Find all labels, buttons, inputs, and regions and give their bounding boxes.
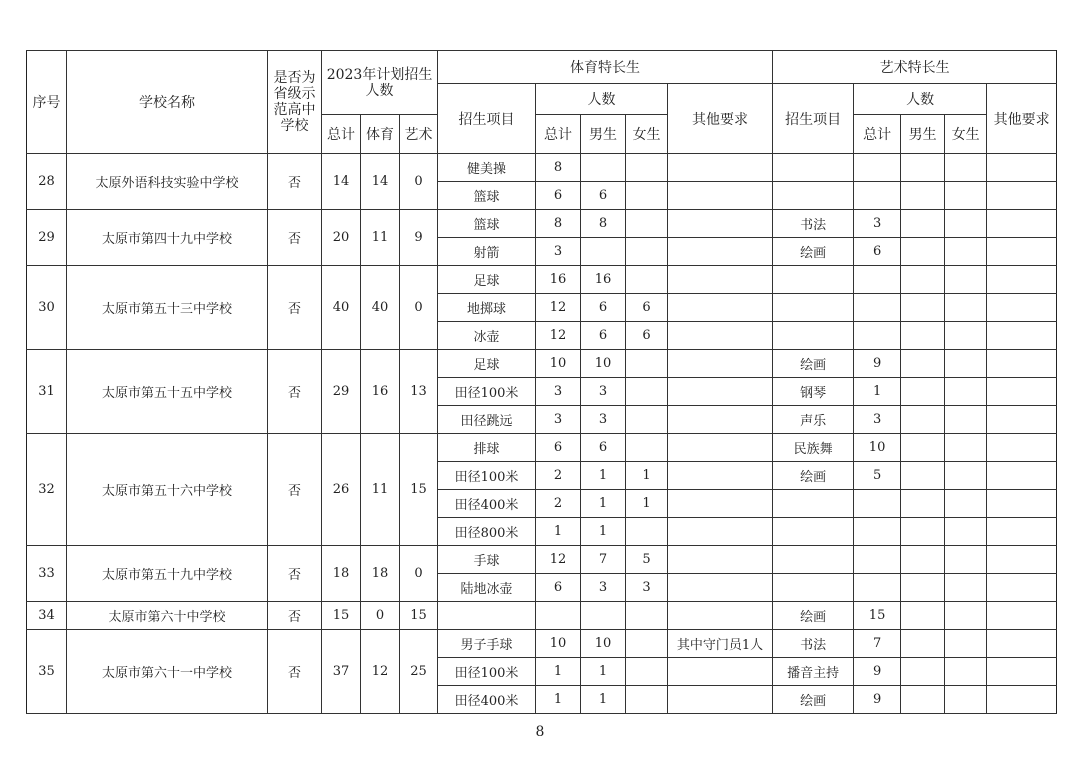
sports-female-cell	[626, 378, 668, 406]
arts-male-cell	[901, 406, 945, 434]
header-provincial: 是否为省级示范高中学校	[268, 51, 322, 154]
arts-male-cell	[901, 490, 945, 518]
sports-other-cell	[668, 210, 773, 238]
arts-other-cell	[987, 490, 1057, 518]
plan-total-cell: 18	[322, 546, 361, 602]
header-arts-group: 艺术特长生	[773, 51, 1057, 84]
seq-cell: 29	[27, 210, 67, 266]
provincial-cell: 否	[268, 154, 322, 210]
arts-female-cell	[945, 546, 987, 574]
sports-other-cell	[668, 154, 773, 182]
arts-total-cell	[854, 490, 901, 518]
arts-other-cell	[987, 378, 1057, 406]
sports-female-cell	[626, 406, 668, 434]
table-row	[27, 630, 1057, 658]
arts-male-cell	[901, 182, 945, 210]
sports-other-cell	[668, 322, 773, 350]
arts-male-cell	[901, 294, 945, 322]
arts-female-cell	[945, 658, 987, 686]
sports-female-cell	[626, 658, 668, 686]
sports-male-cell: 3	[581, 574, 626, 602]
sports-female-cell: 5	[626, 546, 668, 574]
arts-item-cell	[773, 294, 854, 322]
header-plan: 2023年计划招生人数	[322, 51, 438, 115]
sports-female-cell	[626, 602, 668, 630]
arts-female-cell	[945, 434, 987, 462]
enrollment-table	[26, 50, 1057, 714]
header-arts-female: 女生	[945, 115, 987, 154]
sports-male-cell: 3	[581, 378, 626, 406]
sports-item-cell: 男子手球	[438, 630, 536, 658]
provincial-cell: 否	[268, 210, 322, 266]
arts-item-cell: 书法	[773, 210, 854, 238]
arts-total-cell	[854, 574, 901, 602]
table-body	[27, 154, 1057, 714]
arts-other-cell	[987, 434, 1057, 462]
sports-male-cell: 10	[581, 350, 626, 378]
header-sports-total: 总计	[536, 115, 581, 154]
sports-item-cell: 冰壶	[438, 322, 536, 350]
arts-female-cell	[945, 462, 987, 490]
sports-female-cell: 6	[626, 322, 668, 350]
sports-male-cell: 1	[581, 686, 626, 714]
sports-male-cell: 1	[581, 658, 626, 686]
table-row	[27, 154, 1057, 182]
header-arts-total: 总计	[854, 115, 901, 154]
sports-female-cell	[626, 238, 668, 266]
arts-other-cell	[987, 462, 1057, 490]
sports-item-cell	[438, 602, 536, 630]
sports-total-cell: 12	[536, 322, 581, 350]
arts-female-cell	[945, 322, 987, 350]
arts-other-cell	[987, 574, 1057, 602]
plan-total-cell: 20	[322, 210, 361, 266]
sports-total-cell: 8	[536, 154, 581, 182]
arts-female-cell	[945, 182, 987, 210]
school-name-cell: 太原市第六十一中学校	[67, 630, 268, 714]
arts-total-cell: 3	[854, 210, 901, 238]
arts-female-cell	[945, 518, 987, 546]
sports-male-cell: 8	[581, 210, 626, 238]
sports-item-cell: 篮球	[438, 210, 536, 238]
header-sports-male: 男生	[581, 115, 626, 154]
arts-male-cell	[901, 546, 945, 574]
arts-item-cell: 声乐	[773, 406, 854, 434]
school-name-cell: 太原市第五十五中学校	[67, 350, 268, 434]
header-sports-group: 体育特长生	[438, 51, 773, 84]
sports-male-cell: 7	[581, 546, 626, 574]
plan-arts-cell: 15	[400, 434, 438, 546]
plan-total-cell: 40	[322, 266, 361, 350]
sports-item-cell: 田径跳远	[438, 406, 536, 434]
arts-total-cell	[854, 182, 901, 210]
arts-total-cell: 6	[854, 238, 901, 266]
header-sports-female: 女生	[626, 115, 668, 154]
sports-item-cell: 射箭	[438, 238, 536, 266]
sports-other-cell	[668, 406, 773, 434]
arts-female-cell	[945, 378, 987, 406]
sports-total-cell: 2	[536, 462, 581, 490]
arts-total-cell	[854, 546, 901, 574]
arts-other-cell	[987, 154, 1057, 182]
plan-sports-cell: 0	[361, 602, 400, 630]
header-sports-item: 招生项目	[438, 84, 536, 154]
arts-male-cell	[901, 630, 945, 658]
sports-other-cell	[668, 518, 773, 546]
arts-other-cell	[987, 546, 1057, 574]
sports-total-cell: 6	[536, 434, 581, 462]
header-arts-other: 其他要求	[987, 84, 1057, 154]
plan-sports-cell: 40	[361, 266, 400, 350]
arts-item-cell	[773, 266, 854, 294]
arts-male-cell	[901, 574, 945, 602]
arts-female-cell	[945, 630, 987, 658]
arts-male-cell	[901, 322, 945, 350]
header-arts-count: 人数	[854, 84, 987, 115]
table-row	[27, 434, 1057, 462]
provincial-cell: 否	[268, 434, 322, 546]
sports-female-cell	[626, 350, 668, 378]
sports-female-cell	[626, 518, 668, 546]
arts-item-cell	[773, 322, 854, 350]
sports-item-cell: 田径400米	[438, 490, 536, 518]
plan-arts-cell: 0	[400, 546, 438, 602]
arts-male-cell	[901, 686, 945, 714]
arts-male-cell	[901, 238, 945, 266]
header-plan-sports: 体育	[361, 115, 400, 154]
sports-total-cell: 16	[536, 266, 581, 294]
sports-male-cell: 6	[581, 322, 626, 350]
sports-other-cell	[668, 378, 773, 406]
sports-other-cell	[668, 602, 773, 630]
arts-other-cell	[987, 630, 1057, 658]
sports-male-cell: 6	[581, 434, 626, 462]
arts-male-cell	[901, 266, 945, 294]
sports-total-cell: 2	[536, 490, 581, 518]
seq-cell: 31	[27, 350, 67, 434]
table-row	[27, 210, 1057, 238]
arts-male-cell	[901, 434, 945, 462]
sports-item-cell: 田径100米	[438, 658, 536, 686]
sports-other-cell	[668, 182, 773, 210]
plan-sports-cell: 16	[361, 350, 400, 434]
arts-total-cell: 9	[854, 686, 901, 714]
sports-other-cell	[668, 574, 773, 602]
plan-total-cell: 15	[322, 602, 361, 630]
sports-other-cell	[668, 546, 773, 574]
arts-male-cell	[901, 210, 945, 238]
sports-total-cell: 3	[536, 238, 581, 266]
arts-other-cell	[987, 182, 1057, 210]
plan-arts-cell: 15	[400, 602, 438, 630]
school-name-cell: 太原市第四十九中学校	[67, 210, 268, 266]
arts-item-cell: 钢琴	[773, 378, 854, 406]
seq-cell: 34	[27, 602, 67, 630]
arts-total-cell	[854, 266, 901, 294]
header-arts-male: 男生	[901, 115, 945, 154]
school-name-cell: 太原市第五十九中学校	[67, 546, 268, 602]
provincial-cell: 否	[268, 630, 322, 714]
arts-other-cell	[987, 350, 1057, 378]
arts-item-cell: 绘画	[773, 238, 854, 266]
arts-total-cell	[854, 322, 901, 350]
plan-sports-cell: 12	[361, 630, 400, 714]
sports-total-cell: 1	[536, 686, 581, 714]
sports-item-cell: 手球	[438, 546, 536, 574]
arts-item-cell	[773, 154, 854, 182]
school-name-cell: 太原市第五十六中学校	[67, 434, 268, 546]
page-number: 8	[535, 724, 545, 740]
sports-other-cell	[668, 350, 773, 378]
seq-cell: 30	[27, 266, 67, 350]
plan-arts-cell: 9	[400, 210, 438, 266]
plan-arts-cell: 13	[400, 350, 438, 434]
sports-other-cell	[668, 490, 773, 518]
arts-male-cell	[901, 602, 945, 630]
arts-female-cell	[945, 406, 987, 434]
arts-item-cell: 书法	[773, 630, 854, 658]
school-name-cell: 太原市第六十中学校	[67, 602, 268, 630]
arts-total-cell: 9	[854, 350, 901, 378]
plan-arts-cell: 25	[400, 630, 438, 714]
sports-item-cell: 田径100米	[438, 378, 536, 406]
sports-male-cell: 16	[581, 266, 626, 294]
sports-item-cell: 田径800米	[438, 518, 536, 546]
arts-female-cell	[945, 154, 987, 182]
arts-total-cell: 10	[854, 434, 901, 462]
sports-male-cell: 1	[581, 490, 626, 518]
sports-total-cell: 12	[536, 294, 581, 322]
sports-item-cell: 健美操	[438, 154, 536, 182]
sports-item-cell: 排球	[438, 434, 536, 462]
sports-item-cell: 地掷球	[438, 294, 536, 322]
arts-item-cell	[773, 490, 854, 518]
sports-item-cell: 足球	[438, 266, 536, 294]
sports-male-cell: 10	[581, 630, 626, 658]
sports-female-cell: 1	[626, 462, 668, 490]
plan-total-cell: 37	[322, 630, 361, 714]
sports-other-cell	[668, 658, 773, 686]
arts-total-cell: 9	[854, 658, 901, 686]
header-plan-arts: 艺术	[400, 115, 438, 154]
arts-total-cell	[854, 294, 901, 322]
sports-male-cell: 6	[581, 182, 626, 210]
sports-female-cell	[626, 266, 668, 294]
header-arts-item: 招生项目	[773, 84, 854, 154]
arts-total-cell: 3	[854, 406, 901, 434]
seq-cell: 28	[27, 154, 67, 210]
plan-sports-cell: 11	[361, 210, 400, 266]
arts-total-cell	[854, 518, 901, 546]
plan-arts-cell: 0	[400, 154, 438, 210]
arts-total-cell: 7	[854, 630, 901, 658]
arts-other-cell	[987, 266, 1057, 294]
arts-other-cell	[987, 518, 1057, 546]
arts-other-cell	[987, 238, 1057, 266]
header-plan-total: 总计	[322, 115, 361, 154]
table-row	[27, 602, 1057, 630]
arts-male-cell	[901, 350, 945, 378]
sports-other-cell	[668, 238, 773, 266]
plan-total-cell: 26	[322, 434, 361, 546]
sports-female-cell	[626, 154, 668, 182]
sports-male-cell: 6	[581, 294, 626, 322]
table-row	[27, 266, 1057, 294]
plan-sports-cell: 14	[361, 154, 400, 210]
school-name-cell: 太原市第五十三中学校	[67, 266, 268, 350]
plan-total-cell: 14	[322, 154, 361, 210]
arts-male-cell	[901, 378, 945, 406]
sports-total-cell: 1	[536, 658, 581, 686]
seq-cell: 33	[27, 546, 67, 602]
arts-female-cell	[945, 266, 987, 294]
arts-total-cell: 15	[854, 602, 901, 630]
school-name-cell: 太原外语科技实验中学校	[67, 154, 268, 210]
arts-female-cell	[945, 294, 987, 322]
sports-male-cell	[581, 154, 626, 182]
arts-other-cell	[987, 406, 1057, 434]
sports-total-cell: 3	[536, 406, 581, 434]
arts-other-cell	[987, 210, 1057, 238]
sports-item-cell: 田径400米	[438, 686, 536, 714]
header-sports-other: 其他要求	[668, 84, 773, 154]
arts-male-cell	[901, 518, 945, 546]
sports-other-cell	[668, 294, 773, 322]
sports-female-cell: 3	[626, 574, 668, 602]
plan-arts-cell: 0	[400, 266, 438, 350]
arts-female-cell	[945, 210, 987, 238]
arts-female-cell	[945, 490, 987, 518]
arts-item-cell	[773, 546, 854, 574]
arts-item-cell	[773, 518, 854, 546]
arts-item-cell: 绘画	[773, 602, 854, 630]
sports-male-cell: 1	[581, 462, 626, 490]
arts-item-cell: 绘画	[773, 462, 854, 490]
table-row	[27, 350, 1057, 378]
arts-male-cell	[901, 154, 945, 182]
sports-total-cell: 8	[536, 210, 581, 238]
plan-sports-cell: 18	[361, 546, 400, 602]
arts-female-cell	[945, 602, 987, 630]
sports-total-cell: 6	[536, 574, 581, 602]
arts-total-cell	[854, 154, 901, 182]
sports-total-cell: 3	[536, 378, 581, 406]
sports-item-cell: 陆地冰壶	[438, 574, 536, 602]
sports-item-cell: 足球	[438, 350, 536, 378]
arts-male-cell	[901, 462, 945, 490]
sports-total-cell: 10	[536, 350, 581, 378]
sports-item-cell: 篮球	[438, 182, 536, 210]
sports-other-cell: 其中守门员1人	[668, 630, 773, 658]
table-row	[27, 546, 1057, 574]
provincial-cell: 否	[268, 602, 322, 630]
arts-item-cell	[773, 182, 854, 210]
header-school-name: 学校名称	[67, 51, 268, 154]
plan-total-cell: 29	[322, 350, 361, 434]
sports-male-cell: 3	[581, 406, 626, 434]
arts-other-cell	[987, 294, 1057, 322]
sports-total-cell: 10	[536, 630, 581, 658]
sports-other-cell	[668, 434, 773, 462]
sports-female-cell	[626, 434, 668, 462]
sports-total-cell: 1	[536, 518, 581, 546]
arts-total-cell: 1	[854, 378, 901, 406]
sports-female-cell: 6	[626, 294, 668, 322]
provincial-cell: 否	[268, 350, 322, 434]
arts-other-cell	[987, 602, 1057, 630]
arts-other-cell	[987, 322, 1057, 350]
arts-female-cell	[945, 686, 987, 714]
header-sports-count: 人数	[536, 84, 668, 115]
arts-female-cell	[945, 574, 987, 602]
plan-sports-cell: 11	[361, 434, 400, 546]
arts-other-cell	[987, 686, 1057, 714]
sports-male-cell: 1	[581, 518, 626, 546]
arts-item-cell: 绘画	[773, 350, 854, 378]
arts-item-cell	[773, 574, 854, 602]
arts-male-cell	[901, 658, 945, 686]
arts-item-cell: 民族舞	[773, 434, 854, 462]
provincial-cell: 否	[268, 266, 322, 350]
sports-other-cell	[668, 266, 773, 294]
sports-female-cell	[626, 182, 668, 210]
arts-total-cell: 5	[854, 462, 901, 490]
sports-male-cell	[581, 238, 626, 266]
header-seq: 序号	[27, 51, 67, 154]
sports-female-cell	[626, 686, 668, 714]
arts-female-cell	[945, 350, 987, 378]
arts-other-cell	[987, 658, 1057, 686]
sports-female-cell: 1	[626, 490, 668, 518]
sports-other-cell	[668, 686, 773, 714]
sports-male-cell	[581, 602, 626, 630]
sports-female-cell	[626, 210, 668, 238]
sports-item-cell: 田径100米	[438, 462, 536, 490]
sports-total-cell: 12	[536, 546, 581, 574]
sports-other-cell	[668, 462, 773, 490]
arts-female-cell	[945, 238, 987, 266]
arts-item-cell: 绘画	[773, 686, 854, 714]
sports-total-cell: 6	[536, 182, 581, 210]
provincial-cell: 否	[268, 546, 322, 602]
seq-cell: 35	[27, 630, 67, 714]
sports-total-cell	[536, 602, 581, 630]
seq-cell: 32	[27, 434, 67, 546]
arts-item-cell: 播音主持	[773, 658, 854, 686]
sports-female-cell	[626, 630, 668, 658]
